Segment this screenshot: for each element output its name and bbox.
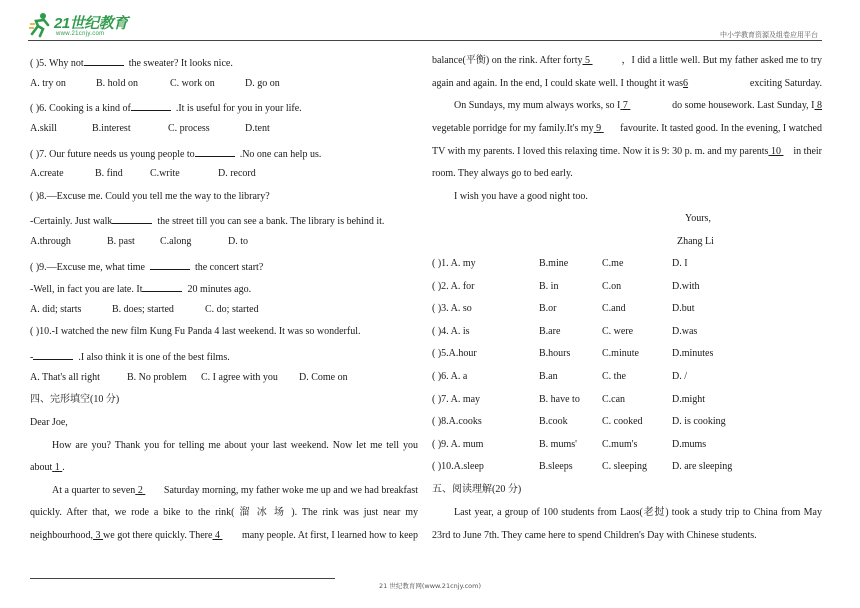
blank-2: 2 xyxy=(137,485,143,496)
answer-option-c: C. the xyxy=(602,371,626,382)
answer-option-c: C.and xyxy=(602,303,626,315)
answer-option-c: C. were xyxy=(602,325,634,337)
answer-option-b: B.or xyxy=(539,303,557,315)
answer-option-c: C.minute xyxy=(602,348,639,360)
question-10-reply: - .I also think it is one of the best films. xyxy=(30,349,230,364)
answer-option-d: D.was xyxy=(672,325,698,337)
passage-line: again and again. In the end, I could skate well. I thought it was6 exciting Saturday. xyxy=(432,78,822,89)
passage-line: room. They always go to bed early. xyxy=(432,168,573,179)
brand-name: 21世纪教育 xyxy=(54,15,128,32)
answer-blank xyxy=(131,100,171,111)
answer-option-b: B.mine xyxy=(539,258,569,269)
section-5-heading: 五、阅读理解(20 分) xyxy=(432,484,522,495)
answer-option-a: ( )8.A.cooks xyxy=(432,416,482,428)
passage-line: At a quarter to seven 2 Saturday morning, my father woke me up and we had breakfast xyxy=(52,485,418,496)
reading-line: 23rd to June 7th. They came here to spend Children's Day with Chinese students. xyxy=(432,530,757,541)
answer-option-d: D.but xyxy=(672,303,695,315)
answer-option-b: B.hours xyxy=(539,348,571,360)
passage-line: I wish you have a good night too. xyxy=(454,191,588,202)
footer-divider xyxy=(30,578,335,579)
answer-option-c: C. sleeping xyxy=(602,461,647,473)
passage-line: quickly. After that, we rode a bike to the rink( 溜 冰 场 ). The rink was just near my xyxy=(30,507,418,518)
question-9-reply: -Well, in fact you are late. It 20 minutes ago. xyxy=(30,281,251,296)
answer-option-d: D. is cooking xyxy=(672,416,726,428)
blank-6: 6 xyxy=(683,78,689,89)
answer-option-a: ( )5.A.hour xyxy=(432,348,477,360)
passage-line: balance(平衡) on the rink. After forty 5 ，I did a little well. But my father asked me to try xyxy=(432,55,822,66)
answer-option-b: B. have to xyxy=(539,393,580,405)
brand-url: www.21cnjy.com xyxy=(56,31,105,37)
answer-option-a: ( )4. A. is xyxy=(432,325,470,337)
answer-option-a: ( )2. A. for xyxy=(432,280,475,292)
question-7: ( )7. Our future needs us young people to .No one can help us. xyxy=(30,146,321,161)
letter-signature: Zhang Li xyxy=(677,236,714,247)
answer-option-b: B.cook xyxy=(539,416,568,428)
letter-greeting: Dear Joe, xyxy=(30,417,68,428)
question-9: ( )9.—Excuse me, what time the concert start? xyxy=(30,259,263,274)
blank-4: 4 xyxy=(214,530,220,541)
answer-option-d: D.minutes xyxy=(672,348,714,360)
answer-blank xyxy=(142,281,182,292)
reading-line: Last year, a group of 100 students from Laos(老挝) took a study trip to China from May xyxy=(454,507,822,518)
answer-option-b: B.an xyxy=(539,371,558,382)
answer-option-b: B.are xyxy=(539,325,561,337)
blank-7: 7 xyxy=(622,100,628,111)
blank-8: 8 xyxy=(817,100,822,111)
blank-10: 10 xyxy=(770,146,781,157)
blank-3: 3 xyxy=(95,530,101,541)
answer-option-b: B.sleeps xyxy=(539,461,573,473)
answer-option-a: ( )3. A. so xyxy=(432,303,472,315)
question-5: ( )5. Why not the sweater? It looks nice. xyxy=(30,55,233,70)
blank-9: 9 xyxy=(596,123,602,134)
blank-1: 1 xyxy=(54,462,60,473)
runner-logo-icon xyxy=(28,12,54,38)
passage-line: TV with my parents. I loved this relaxing time. Now it is 9: 30 p. m. and my parents 10 in their xyxy=(432,146,822,157)
footer-text: 21 世纪教育网(www.21cnjy.com) xyxy=(379,582,481,590)
answer-option-d: D. are sleeping xyxy=(672,461,733,473)
answer-option-a: ( )7. A. may xyxy=(432,393,481,405)
blank-5: 5 xyxy=(585,55,591,66)
answer-blank xyxy=(84,55,124,66)
section-4-heading: 四、完形填空(10 分) xyxy=(30,394,120,405)
answer-option-c: C. cooked xyxy=(602,416,643,428)
answer-option-c: C.mum's xyxy=(602,438,638,450)
answer-option-c: C.can xyxy=(602,393,626,405)
answer-option-b: B. in xyxy=(539,280,559,292)
passage-line: On Sundays, my mum always works, so I 7 do some housework. Last Sunday, I 8 xyxy=(454,100,822,111)
answer-option-d: D. / xyxy=(672,371,687,382)
answer-blank xyxy=(112,213,152,224)
answer-option-a: ( )9. A. mum xyxy=(432,438,484,450)
answer-blank xyxy=(195,146,235,157)
passage-line: How are you? Thank you for telling me about your last weekend. Now let me tell you xyxy=(52,440,418,451)
answer-option-d: D.might xyxy=(672,393,706,405)
question-6: ( )6. Cooking is a kind of .It is useful for you in your life. xyxy=(30,100,302,115)
letter-sign-off: Yours, xyxy=(685,213,711,224)
answer-blank xyxy=(150,259,190,270)
passage-line: about 1 . xyxy=(30,462,65,473)
header-divider xyxy=(28,40,822,41)
answer-option-c: C.on xyxy=(602,280,622,292)
question-10: ( )10.-I watched the new film Kung Fu Panda 4 last weekend. It was so wonderful. xyxy=(30,326,361,337)
answer-blank xyxy=(33,349,73,360)
answer-option-b: B. mums' xyxy=(539,438,577,450)
passage-line: vegetable porridge for my family.It's my 9 favourite. It tasted good. In the evening, I watched xyxy=(432,123,822,134)
question-8-reply: -Certainly. Just walk the street till you can see a bank. The library is behind it. xyxy=(30,213,384,228)
answer-option-d: D.mums xyxy=(672,438,707,450)
answer-option-a: ( )10.A.sleep xyxy=(432,461,484,473)
passage-line: neighbourhood, 3 we got there quickly. There 4 many people. At first, I learned how to keep xyxy=(30,530,418,541)
answer-option-a: ( )6. A. a xyxy=(432,371,468,382)
answer-option-d: D. I xyxy=(672,258,688,269)
site-logo xyxy=(28,12,140,42)
header-tagline: 中小学教育资源及组卷应用平台 xyxy=(720,31,818,39)
answer-option-c: C.me xyxy=(602,258,624,269)
answer-option-a: ( )1. A. my xyxy=(432,258,476,269)
answer-option-d: D.with xyxy=(672,280,700,292)
question-8: ( )8.—Excuse me. Could you tell me the way to the library? xyxy=(30,191,270,202)
